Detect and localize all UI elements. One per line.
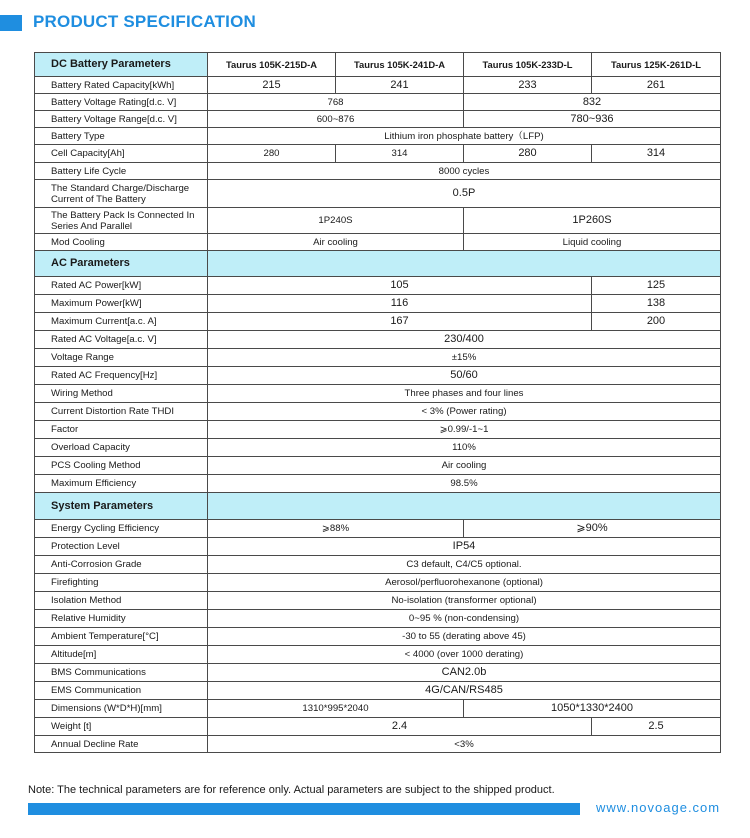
table-row bbox=[35, 457, 721, 475]
section-fill bbox=[208, 493, 721, 520]
table-row bbox=[35, 700, 721, 718]
table-row bbox=[35, 574, 721, 592]
value-cell: 600~876 bbox=[208, 111, 464, 128]
row-label: Protection Level bbox=[35, 538, 208, 556]
website-url: www.novoage.com bbox=[596, 800, 721, 815]
row-label: Maximum Current[a.c. A] bbox=[35, 313, 208, 331]
table-row bbox=[35, 128, 721, 145]
row-label: Factor bbox=[35, 421, 208, 439]
value-cell: 167 bbox=[208, 313, 592, 331]
spec-table bbox=[34, 52, 721, 753]
model-header: Taurus 105K-233D-L bbox=[464, 53, 592, 77]
value-cell: 780~936 bbox=[464, 111, 721, 128]
page-title: PRODUCT SPECIFICATION bbox=[33, 12, 257, 31]
value-cell: ±15% bbox=[208, 349, 721, 367]
row-label: Mod Cooling bbox=[35, 234, 208, 251]
value-cell: 768 bbox=[208, 94, 464, 111]
table-row bbox=[35, 556, 721, 574]
row-label: The Battery Pack Is Connected In Series And Parallel bbox=[35, 208, 208, 234]
value-cell: ⩾90% bbox=[464, 520, 721, 538]
row-label: Maximum Power[kW] bbox=[35, 295, 208, 313]
row-label: Anti-Corrosion Grade bbox=[35, 556, 208, 574]
section-title-system: System Parameters bbox=[35, 493, 208, 520]
table-row bbox=[35, 94, 721, 111]
row-label: Battery Life Cycle bbox=[35, 163, 208, 180]
value-cell: Air cooling bbox=[208, 457, 721, 475]
model-header: Taurus 105K-241D-A bbox=[336, 53, 464, 77]
row-label: Cell Capacity[Ah] bbox=[35, 145, 208, 163]
header-accent-bar bbox=[0, 15, 22, 31]
footer-accent-bar bbox=[28, 803, 580, 815]
table-row bbox=[35, 367, 721, 385]
row-label: BMS Communications bbox=[35, 664, 208, 682]
value-cell: 1050*1330*2400 bbox=[464, 700, 721, 718]
row-label: PCS Cooling Method bbox=[35, 457, 208, 475]
table-row bbox=[35, 628, 721, 646]
table-row bbox=[35, 439, 721, 457]
value-cell: 261 bbox=[592, 77, 721, 94]
value-cell: 215 bbox=[208, 77, 336, 94]
value-cell: 2.4 bbox=[208, 718, 592, 736]
row-label: Battery Voltage Rating[d.c. V] bbox=[35, 94, 208, 111]
row-label: Battery Voltage Range[d.c. V] bbox=[35, 111, 208, 128]
value-cell: Air cooling bbox=[208, 234, 464, 251]
value-cell: No-isolation (transformer optional) bbox=[208, 592, 721, 610]
value-cell: 233 bbox=[464, 77, 592, 94]
table-row bbox=[35, 277, 721, 295]
table-row bbox=[35, 646, 721, 664]
row-label: Battery Rated Capacity[kWh] bbox=[35, 77, 208, 94]
value-cell: <3% bbox=[208, 736, 721, 753]
table-row bbox=[35, 385, 721, 403]
table-row bbox=[35, 295, 721, 313]
row-label: Rated AC Voltage[a.c. V] bbox=[35, 331, 208, 349]
row-label: Energy Cycling Efficiency bbox=[35, 520, 208, 538]
row-label: Weight [t] bbox=[35, 718, 208, 736]
table-row bbox=[35, 538, 721, 556]
table-row bbox=[35, 111, 721, 128]
table-row bbox=[35, 520, 721, 538]
row-label: Rated AC Power[kW] bbox=[35, 277, 208, 295]
value-cell: 8000 cycles bbox=[208, 163, 721, 180]
section-title-dc: DC Battery Parameters bbox=[35, 53, 208, 77]
value-cell: 1310*995*2040 bbox=[208, 700, 464, 718]
value-cell: 1P240S bbox=[208, 208, 464, 234]
table-row bbox=[35, 234, 721, 251]
table-row bbox=[35, 475, 721, 493]
value-cell: 200 bbox=[592, 313, 721, 331]
section-title-ac: AC Parameters bbox=[35, 251, 208, 277]
dc-header-row bbox=[35, 53, 721, 77]
row-label: Overload Capacity bbox=[35, 439, 208, 457]
table-row bbox=[35, 421, 721, 439]
value-cell: 280 bbox=[464, 145, 592, 163]
value-cell: < 3% (Power rating) bbox=[208, 403, 721, 421]
row-label: Relative Humidity bbox=[35, 610, 208, 628]
value-cell: 138 bbox=[592, 295, 721, 313]
row-label: Isolation Method bbox=[35, 592, 208, 610]
value-cell: < 4000 (over 1000 derating) bbox=[208, 646, 721, 664]
row-label: Wiring Method bbox=[35, 385, 208, 403]
table-row bbox=[35, 718, 721, 736]
row-label: Firefighting bbox=[35, 574, 208, 592]
ac-header-row bbox=[35, 251, 721, 277]
value-cell: 832 bbox=[464, 94, 721, 111]
table-row bbox=[35, 682, 721, 700]
row-label: Altitude[m] bbox=[35, 646, 208, 664]
row-label: Voltage Range bbox=[35, 349, 208, 367]
table-row bbox=[35, 349, 721, 367]
row-label: EMS Communication bbox=[35, 682, 208, 700]
value-cell: 98.5% bbox=[208, 475, 721, 493]
value-cell: 2.5 bbox=[592, 718, 721, 736]
model-header: Taurus 125K-261D-L bbox=[592, 53, 721, 77]
value-cell: 314 bbox=[592, 145, 721, 163]
value-cell: 50/60 bbox=[208, 367, 721, 385]
row-label: The Standard Charge/Discharge Current of The Battery bbox=[35, 180, 208, 208]
value-cell: 110% bbox=[208, 439, 721, 457]
table-row bbox=[35, 664, 721, 682]
table-row bbox=[35, 208, 721, 234]
table-row bbox=[35, 145, 721, 163]
value-cell: 116 bbox=[208, 295, 592, 313]
value-cell: 4G/CAN/RS485 bbox=[208, 682, 721, 700]
value-cell: 241 bbox=[336, 77, 464, 94]
value-cell: Aerosol/perfluorohexanone (optional) bbox=[208, 574, 721, 592]
row-label: Battery Type bbox=[35, 128, 208, 145]
value-cell: Lithium iron phosphate battery（LFP) bbox=[208, 128, 721, 145]
value-cell: 1P260S bbox=[464, 208, 721, 234]
value-cell: 314 bbox=[336, 145, 464, 163]
row-label: Maximum Efficiency bbox=[35, 475, 208, 493]
value-cell: Three phases and four lines bbox=[208, 385, 721, 403]
value-cell: ⩾88% bbox=[208, 520, 464, 538]
table-row bbox=[35, 403, 721, 421]
row-label: Ambient Temperature[°C] bbox=[35, 628, 208, 646]
table-row bbox=[35, 610, 721, 628]
table-row bbox=[35, 331, 721, 349]
value-cell: -30 to 55 (derating above 45) bbox=[208, 628, 721, 646]
value-cell: 280 bbox=[208, 145, 336, 163]
value-cell: 0~95 % (non-condensing) bbox=[208, 610, 721, 628]
table-row bbox=[35, 77, 721, 94]
table-row bbox=[35, 163, 721, 180]
value-cell: CAN2.0b bbox=[208, 664, 721, 682]
value-cell: ⩾0.99/-1~1 bbox=[208, 421, 721, 439]
row-label: Dimensions (W*D*H)[mm] bbox=[35, 700, 208, 718]
system-header-row bbox=[35, 493, 721, 520]
table-row bbox=[35, 592, 721, 610]
table-row bbox=[35, 736, 721, 753]
value-cell: 105 bbox=[208, 277, 592, 295]
value-cell: C3 default, C4/C5 optional. bbox=[208, 556, 721, 574]
table-row bbox=[35, 313, 721, 331]
value-cell: Liquid cooling bbox=[464, 234, 721, 251]
value-cell: 125 bbox=[592, 277, 721, 295]
value-cell: 0.5P bbox=[208, 180, 721, 208]
value-cell: IP54 bbox=[208, 538, 721, 556]
table-row bbox=[35, 180, 721, 208]
row-label: Rated AC Frequency[Hz] bbox=[35, 367, 208, 385]
row-label: Annual Decline Rate bbox=[35, 736, 208, 753]
value-cell: 230/400 bbox=[208, 331, 721, 349]
disclaimer-note: Note: The technical parameters are for reference only. Actual parameters are subject to the shipped product. bbox=[28, 784, 555, 796]
row-label: Current Distortion Rate THDI bbox=[35, 403, 208, 421]
section-fill bbox=[208, 251, 721, 277]
model-header: Taurus 105K-215D-A bbox=[208, 53, 336, 77]
